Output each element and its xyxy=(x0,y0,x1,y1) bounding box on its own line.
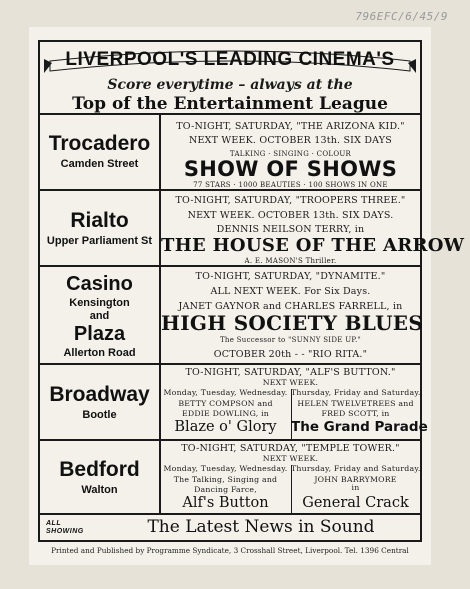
cinema-location: Camden Street xyxy=(60,158,139,170)
banner-tagline: Top of the Entertainment League xyxy=(72,94,388,114)
banner xyxy=(42,43,418,113)
next-week-line: NEXT WEEK. xyxy=(262,454,319,463)
cinema-row-rialto xyxy=(40,189,465,265)
banner-title: LIVERPOOL'S LEADING CINEMA'S xyxy=(65,49,395,70)
tonight-line: TO-NIGHT, SATURDAY, "THE ARIZONA KID." xyxy=(176,121,405,132)
cast-line-2: in xyxy=(351,483,360,492)
coming-soon-line: OCTOBER 20th - - "RIO RITA." xyxy=(213,349,368,360)
feature-title: The Grand Parade xyxy=(291,419,428,435)
cast-line: DENNIS NEILSON TERRY, in xyxy=(216,224,365,235)
cast-line-1: JOHN BARRYMORE xyxy=(314,475,397,484)
tonight-line: TO-NIGHT, SATURDAY, "ALF'S BUTTON." xyxy=(185,367,396,378)
cast-line-1: BETTY COMPSON and xyxy=(178,399,273,408)
days-label: Monday, Tuesday, Wednesday. xyxy=(163,464,288,473)
cinema-name: Broadway xyxy=(49,383,150,406)
cinema-name-cell xyxy=(40,191,161,265)
feature-tagline: 77 STARS · 1000 BEAUTIES · 100 SHOWS IN ONE xyxy=(193,181,388,189)
next-week-line: NEXT WEEK. OCTOBER 13th. SIX DAYS. xyxy=(187,210,394,221)
cast-line: JANET GAYNOR and CHARLES FARRELL, in xyxy=(178,301,403,312)
next-week-line: NEXT WEEK. xyxy=(262,378,319,387)
tonight-line: TO-NIGHT, SATURDAY, "DYNAMITE." xyxy=(195,271,386,282)
next-week-line: NEXT WEEK. OCTOBER 13th. SIX DAYS xyxy=(189,135,392,146)
programme-cell xyxy=(161,267,424,363)
programme-cell xyxy=(161,441,420,513)
cast-line-2: Dancing Farce, xyxy=(194,485,257,494)
cast-line-2: FRED SCOTT, in xyxy=(321,409,390,418)
cinema-name: Bedford xyxy=(59,458,140,481)
programme-cell xyxy=(161,191,465,265)
showing-label: SHOWING xyxy=(46,528,84,535)
feature-title: Alf's Button xyxy=(182,495,269,511)
cast-line-2: EDDIE DOWLING, in xyxy=(181,409,269,418)
programme-cell xyxy=(161,365,428,439)
next-week-line: ALL NEXT WEEK. For Six Days. xyxy=(210,286,371,297)
cinema-row-broadway xyxy=(40,363,428,439)
all-showing-label xyxy=(46,520,86,536)
printer-imprint: Printed and Published by Programme Syndicate, 3 Crosshall Street, Liverpool. Tel. 1396 Central xyxy=(51,546,409,555)
news-headline: The Latest News in Sound xyxy=(147,517,375,537)
cinema-location-2: Allerton Road xyxy=(63,347,136,359)
tonight-line: TO-NIGHT, SATURDAY, "TROOPERS THREE." xyxy=(175,195,406,206)
genre-line: TALKING · SINGING · COLOUR xyxy=(229,150,352,158)
feature-tagline: The Successor to "SUNNY SIDE UP." xyxy=(219,336,362,344)
feature-title: THE HOUSE OF THE ARROW xyxy=(161,235,465,256)
cinema-location: Kensington xyxy=(69,297,130,309)
feature-tagline: A. E. MASON'S Thriller. xyxy=(244,257,337,265)
cinema-row-casino-plaza xyxy=(40,265,424,363)
cinema-row-bedford xyxy=(40,439,420,513)
cinema-location: Walton xyxy=(81,484,118,496)
cinema-location: Bootle xyxy=(82,409,117,421)
programme-cell xyxy=(161,115,420,189)
feature-title: General Crack xyxy=(302,495,409,511)
feature-title: Blaze o' Glory xyxy=(174,419,277,435)
cinema-name: Trocadero xyxy=(48,132,151,155)
feature-title: HIGH SOCIETY BLUES xyxy=(161,311,424,335)
cinema-location: Upper Parliament St xyxy=(46,235,153,247)
archive-reference: 796EFC/6/45/9 xyxy=(355,10,448,23)
cinema-name: Rialto xyxy=(70,209,129,232)
cinema-name-cell xyxy=(40,365,161,439)
news-strip xyxy=(40,513,420,540)
banner-subtitle: Score everytime – always at the xyxy=(107,77,353,93)
all-label: ALL xyxy=(46,520,62,527)
days-label: Thursday, Friday and Saturday. xyxy=(291,388,421,397)
cinema-name: Casino xyxy=(66,273,133,295)
cinema-name-cell xyxy=(40,115,161,189)
cast-line-1: The Talking, Singing and xyxy=(173,475,278,484)
cinema-row-trocadero xyxy=(40,113,420,189)
cinema-name-cell xyxy=(40,267,161,363)
cinema-name-2: Plaza xyxy=(73,323,126,345)
days-label: Monday, Tuesday, Wednesday. xyxy=(163,388,288,397)
days-label: Thursday, Friday and Saturday. xyxy=(291,464,421,473)
cinema-name-cell xyxy=(40,441,161,513)
feature-title: SHOW OF SHOWS xyxy=(183,157,398,181)
tonight-line: TO-NIGHT, SATURDAY, "TEMPLE TOWER." xyxy=(181,443,400,454)
cast-line-1: HELEN TWELVETREES and xyxy=(297,399,414,408)
cinema-connector: and xyxy=(89,310,110,322)
